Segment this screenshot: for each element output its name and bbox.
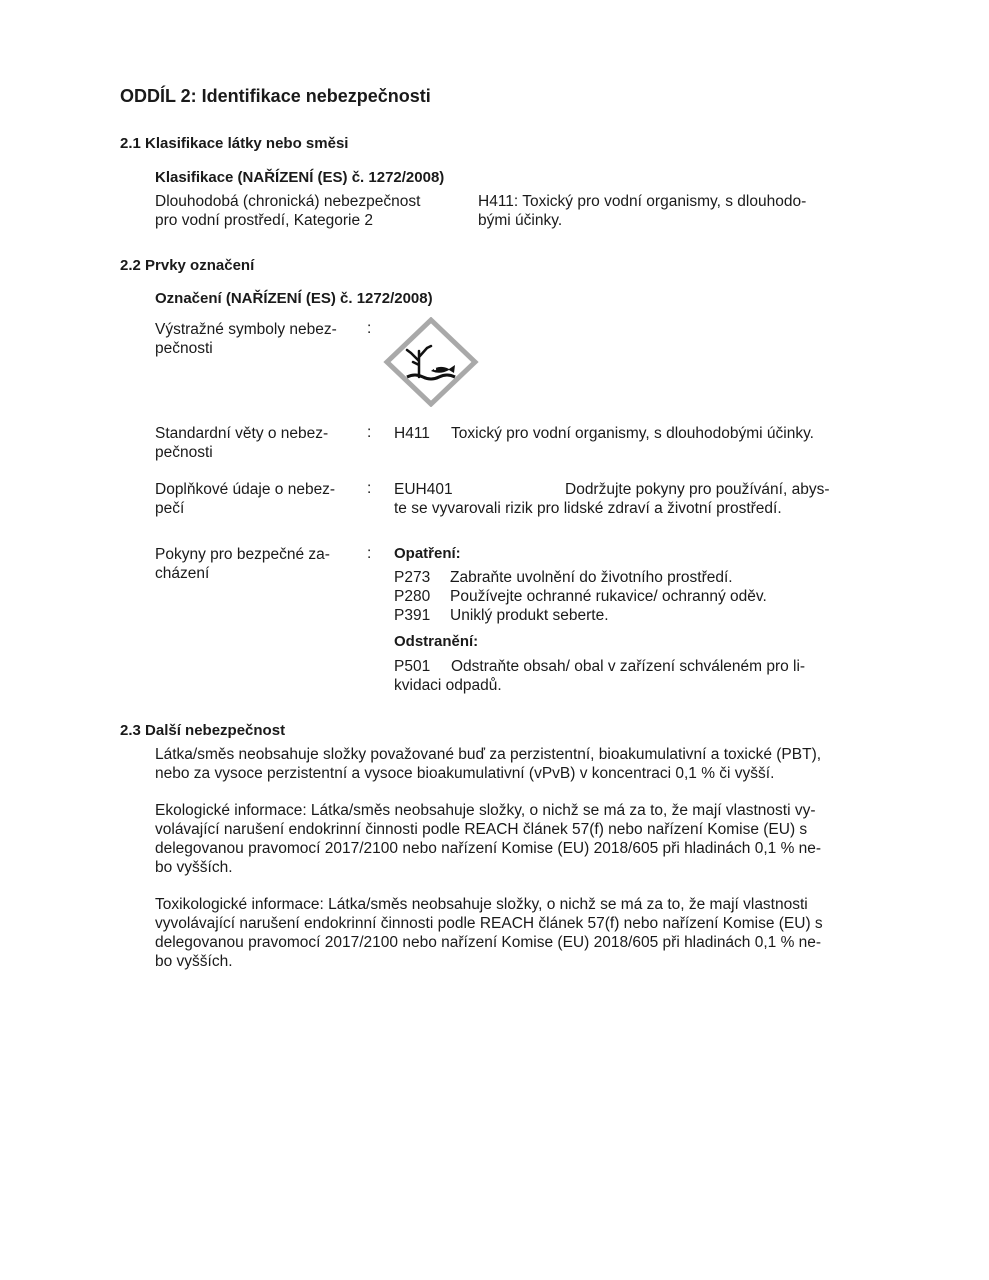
colon: : xyxy=(367,480,372,497)
supplemental-label xyxy=(155,480,335,518)
classification-statement-line: bými účinky. xyxy=(478,212,563,229)
section-title: ODDÍL 2: Identifikace nebezpečnosti xyxy=(120,86,431,106)
p-code: P280 xyxy=(394,588,431,605)
label-line: pečí xyxy=(155,500,185,517)
paragraph-line: Látka/směs neobsahuje složky považované buď za perzistentní, bioakumulativní a toxické (PBT), xyxy=(155,746,822,763)
label-line: Výstražné symboly nebez- xyxy=(155,321,337,338)
disposal-title: Odstranění: xyxy=(394,633,479,650)
paragraph-eco xyxy=(155,801,821,877)
colon: : xyxy=(367,424,372,441)
paragraph-line: bo vyšších. xyxy=(155,859,233,876)
label-line: Standardní věty o nebez- xyxy=(155,425,329,442)
subheading-classification: Klasifikace (NAŘÍZENÍ (ES) č. 1272/2008) xyxy=(155,169,445,186)
label-line: pečnosti xyxy=(155,444,213,461)
label-line: Doplňkové údaje o nebez- xyxy=(155,481,336,498)
paragraph-line: Ekologické informace: Látka/směs neobsahuje složky, o nichž se má za to, že mají vlastnosti vy- xyxy=(155,802,816,819)
p-text: kvidaci odpadů. xyxy=(394,677,502,694)
label-line: pečnosti xyxy=(155,340,213,357)
paragraph-line: delegovanou pravomocí 2017/2100 nebo nařízení Komise (EU) 2018/605 při hladinách 0,1 % ne- xyxy=(155,840,822,857)
heading-2-1: 2.1 Klasifikace látky nebo směsi xyxy=(120,135,349,152)
precautionary-label xyxy=(155,545,330,583)
prevention-title: Opatření: xyxy=(394,545,461,562)
paragraph-line: volávající narušení endokrinní činnosti podle REACH článek 57(f) nebo nařízení Komise (EU) s xyxy=(155,821,808,838)
paragraph-line: Toxikologické informace: Látka/směs neobsahuje složky, o nichž se má za to, že mají vlastnosti xyxy=(155,896,808,913)
classification-line: Dlouhodobá (chronická) nebezpečnost xyxy=(155,193,421,210)
pictogram-label xyxy=(155,320,337,358)
paragraph-line: bo vyšších. xyxy=(155,953,233,970)
euh-text-line: Dodržujte pokyny pro používání, abys- xyxy=(565,481,830,498)
euh-text-line: te se vyvarovali rizik pro lidské zdraví a životní prostředí. xyxy=(394,500,782,517)
p-text: Uniklý produkt seberte. xyxy=(450,607,609,624)
classification-statement xyxy=(478,192,806,230)
hazard-code: H411 xyxy=(394,425,430,442)
environment-hazard-icon xyxy=(383,317,479,407)
paragraph-line: vyvolávající narušení endokrinní činnosti podle REACH článek 57(f) nebo nařízení Komise (EU) s xyxy=(155,915,823,932)
subheading-labelling: Označení (NAŘÍZENÍ (ES) č. 1272/2008) xyxy=(155,290,433,307)
hazard-text: Toxický pro vodní organismy, s dlouhodobými účinky. xyxy=(451,425,814,442)
label-line: cházení xyxy=(155,565,210,582)
paragraph-line: nebo za vysoce perzistentní a vysoce bioakumulativní (vPvB) v koncentraci 0,1 % či vyšší. xyxy=(155,765,775,782)
p-text: Odstraňte obsah/ obal v zařízení schváleném pro li- xyxy=(451,658,806,675)
p-code: P501 xyxy=(394,658,431,675)
label-line: Pokyny pro bezpečné za- xyxy=(155,546,330,563)
heading-2-2: 2.2 Prvky označení xyxy=(120,257,255,274)
p-code: P391 xyxy=(394,607,431,624)
p-text: Používejte ochranné rukavice/ ochranný oděv. xyxy=(450,588,767,605)
paragraph-pbt xyxy=(155,745,821,783)
euh-code: EUH401 xyxy=(394,481,453,498)
classification-category xyxy=(155,192,420,230)
colon: : xyxy=(367,320,372,337)
paragraph-line: delegovanou pravomocí 2017/2100 nebo nařízení Komise (EU) 2018/605 při hladinách 0,1 % ne- xyxy=(155,934,822,951)
hazard-statement-label xyxy=(155,424,328,462)
classification-statement-line: H411: Toxický pro vodní organismy, s dlouhodo- xyxy=(478,193,807,210)
classification-line: pro vodní prostředí, Kategorie 2 xyxy=(155,212,373,229)
paragraph-tox xyxy=(155,895,823,971)
p-code: P273 xyxy=(394,569,431,586)
p-text: Zabraňte uvolnění do životního prostředí. xyxy=(450,569,733,586)
colon: : xyxy=(367,545,372,562)
heading-2-3: 2.3 Další nebezpečnost xyxy=(120,722,286,739)
